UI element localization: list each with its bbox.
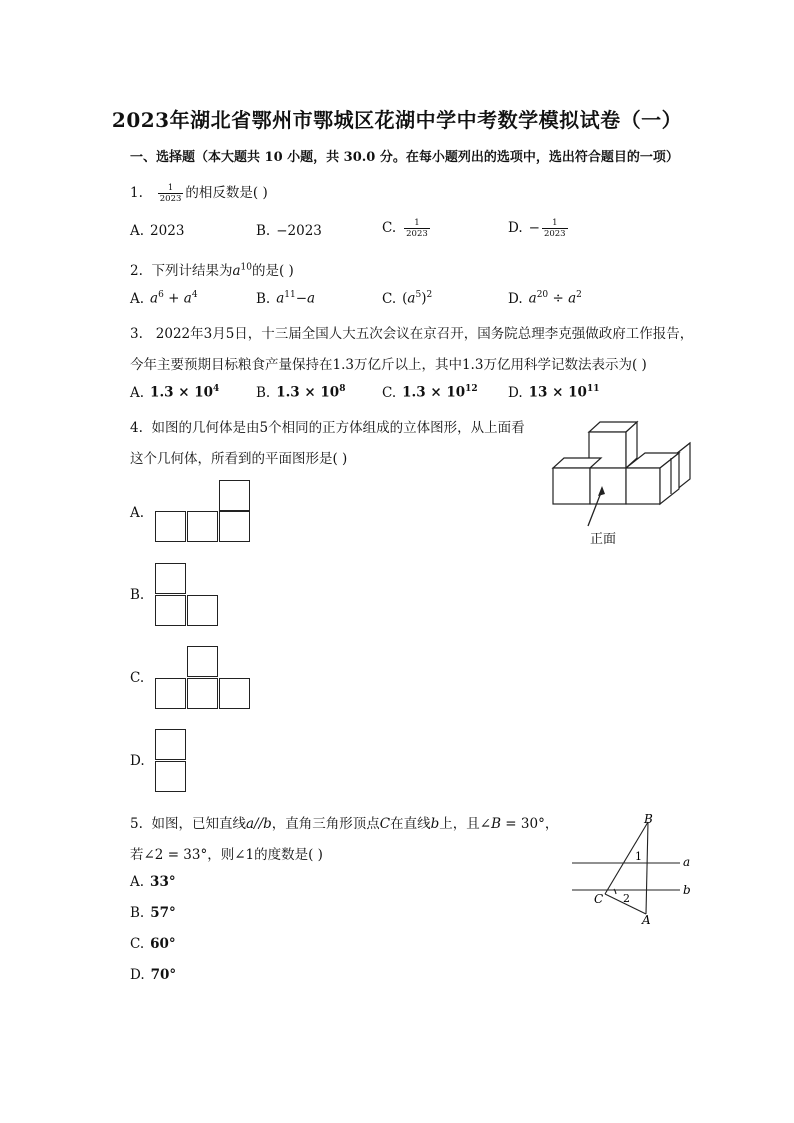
q1-option-a[interactable]: A. 2023 xyxy=(130,223,185,239)
label-line-a: a xyxy=(683,855,691,869)
q4-option-d-label[interactable]: D. xyxy=(130,753,145,769)
q1-option-d[interactable]: D. − $\frac{1}{2023}$ xyxy=(508,218,566,239)
q1-option-c[interactable]: C. $\frac{1}{2023}$ xyxy=(382,218,428,239)
label-point-a: A xyxy=(642,913,651,927)
q2-option-b[interactable]: B. $a^{11}-a$ xyxy=(256,290,316,307)
q5-option-a[interactable]: A. 33° xyxy=(130,874,176,890)
q5-option-c[interactable]: C. 60° xyxy=(130,936,176,952)
q3-option-d[interactable]: D. $13 \times 10^{11}$ xyxy=(508,384,600,401)
q5-option-d[interactable]: D. 70° xyxy=(130,967,177,983)
question-number: 1. xyxy=(130,185,143,201)
figure-label-front: 正面 xyxy=(590,532,617,547)
question-2: 2. 下列计结果为$a^{10}$的是( ) xyxy=(130,262,294,279)
question-5-line-1: 5. 如图，已知直线a//b，直角三角形顶点C在直线b上，且∠B = 30°， xyxy=(130,816,559,832)
q3-option-c[interactable]: C. $1.3 \times 10^{12}$ xyxy=(382,384,478,401)
question-4-line-2: 这个几何体，所看到的平面图形是( ) xyxy=(130,451,348,467)
label-point-b: B xyxy=(644,812,653,826)
label-point-c: C xyxy=(594,892,604,906)
q4-option-a-label[interactable]: A. xyxy=(130,505,145,521)
q2-option-c[interactable]: C. $(a^5)^2$ xyxy=(382,290,433,307)
q2-option-d[interactable]: D. $a^{20} \div a^2$ xyxy=(508,290,582,307)
question-4-line-1: 4. 如图的几何体是由5个相同的正方体组成的立体图形，从上面看 xyxy=(130,420,525,436)
question-3-line-2: 今年主要预期目标粮食产量保持在1.3万亿斤以上，其中1.3万亿用科学记数法表示为( ) xyxy=(130,357,647,373)
label-angle-2: 2 xyxy=(623,892,630,905)
question-3-line-1: 3. 2022年3月5日，十三届全国人大五次会议在京召开，国务院总理李克强做政府工作报告， xyxy=(130,326,694,342)
question-text: 的相反数是( ) xyxy=(185,185,268,201)
cube-solid-figure xyxy=(550,418,695,548)
q3-option-a[interactable]: A. $1.3 \times 10^4$ xyxy=(130,384,220,401)
q3-option-b[interactable]: B. $1.3 \times 10^8$ xyxy=(256,384,346,401)
q4-option-c-label[interactable]: C. xyxy=(130,670,145,686)
q1-option-b[interactable]: B. −2023 xyxy=(256,223,322,239)
label-line-b: b xyxy=(683,883,691,897)
question-5-line-2: 若∠2 = 33°，则∠1的度数是( ) xyxy=(130,847,323,863)
section-heading-choice: 一、选择题（本大题共 10 小题，共 30.0 分。在每小题列出的选项中，选出符合题目的一项） xyxy=(130,150,679,165)
fraction: $\frac{1}{2023}$ xyxy=(159,183,182,204)
page-title: 2023年湖北省鄂州市鄂城区花湖中学中考数学模拟试卷（一） xyxy=(111,108,683,132)
q4-option-b-label[interactable]: B. xyxy=(130,587,145,603)
question-1 xyxy=(130,181,268,204)
q5-option-b[interactable]: B. 57° xyxy=(130,905,176,921)
q2-option-a[interactable]: A. $a^6 + a^4$ xyxy=(130,290,198,307)
label-angle-1: 1 xyxy=(635,850,642,863)
triangle-parallel-lines-figure xyxy=(568,808,698,930)
